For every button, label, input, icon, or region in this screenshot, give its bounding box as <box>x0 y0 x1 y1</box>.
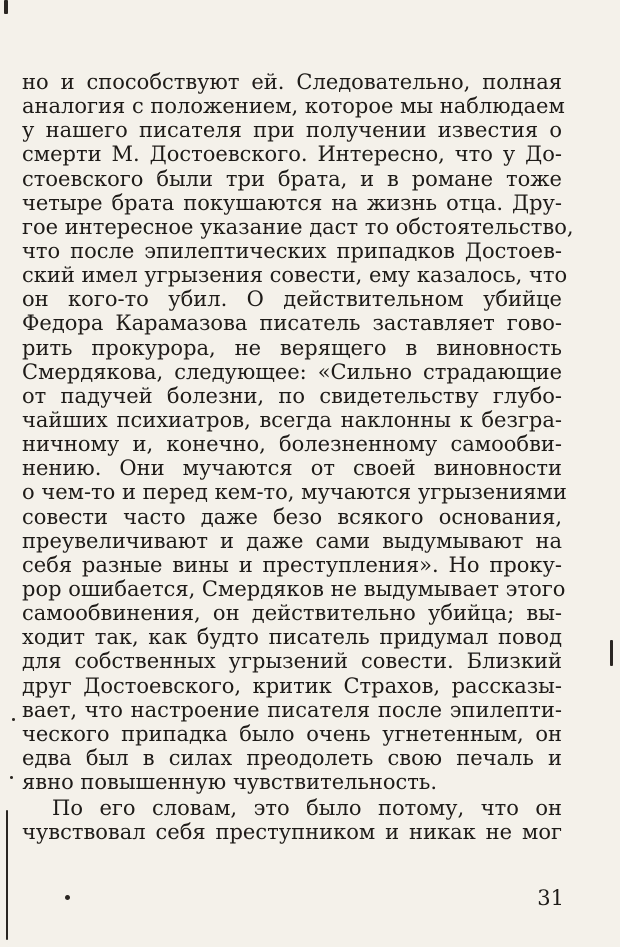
text-line: совести часто даже безо всякого основания, <box>22 504 562 529</box>
text-line: рор ошибается, Смердяков не выдумывает этого <box>22 576 566 601</box>
ink-dot <box>65 895 70 900</box>
text-line: гое интересное указание даст то обстоятельство, <box>22 214 574 239</box>
text-line: для собственных угрызений совести. Близкий <box>22 649 562 674</box>
text-line: четыре брата покушаются на жизнь отца. Дру- <box>22 190 562 215</box>
text-line: о чем-то и перед кем-то, мучаются угрызениями <box>22 480 567 505</box>
text-line: от падучей болезни, по свидетельству глубо- <box>22 383 562 408</box>
text-line: он кого-то убил. О действительном убийце <box>22 287 562 312</box>
text-line: Федора Карамазова писатель заставляет гово- <box>22 311 562 336</box>
text-line: себя разные вины и преступления». Но проку- <box>22 552 562 577</box>
body-text <box>22 70 574 845</box>
text-line: чувствовал себя преступником и никак не мог <box>22 820 562 845</box>
text-line: нению. Они мучаются от своей виновности <box>22 456 562 481</box>
text-line: ский имел угрызения совести, ему казалось, что <box>22 263 568 288</box>
text-line: что после эпилептических припадков Достоев- <box>22 238 562 263</box>
text-line: преувеличивают и даже сами выдумывают на <box>22 528 562 553</box>
margin-ink-line <box>6 810 8 940</box>
text-line: По его словам, это было потому, что он <box>52 796 562 821</box>
paragraph-1 <box>22 70 574 795</box>
text-line: чайших психиатров, всегда наклонны к безгра- <box>22 407 562 432</box>
paragraph-2 <box>22 796 562 844</box>
text-line: друг Достоевского, критик Страхов, рассказы- <box>22 673 562 698</box>
text-line: самообвинения, он действительно убийца; вы- <box>22 601 562 626</box>
text-line: смерти М. Достоевского. Интересно, что у До- <box>22 142 562 167</box>
text-line: стоевского были три брата, и в романе тоже <box>22 166 562 191</box>
text-line: вает, что настроение писателя после эпилепти- <box>22 697 562 722</box>
margin-ink-tick <box>610 640 613 666</box>
ink-dot <box>12 718 15 721</box>
text-line: но и способствуют ей. Следовательно, полная <box>22 70 562 94</box>
text-line: Смердякова, следующее: «Сильно страдающие <box>22 359 562 384</box>
text-line: ничному и, конечно, болезненному самообви- <box>22 432 562 457</box>
text-line: ческого припадка было очень угнетенным, он <box>22 721 562 746</box>
text-line: аналогия с положением, которое мы наблюдаем <box>22 94 565 119</box>
text-line: рить прокурора, не верящего в виновность <box>22 335 562 360</box>
text-line: ходит так, как будто писатель придумал повод <box>22 625 562 650</box>
text-line: едва был в силах преодолеть свою печаль и <box>22 745 562 770</box>
page-number: 31 <box>537 886 564 910</box>
text-line: явно повышенную чувствительность. <box>22 770 438 795</box>
ink-dot <box>10 776 13 779</box>
corner-ink-mark <box>4 0 8 14</box>
text-line: у нашего писателя при получении известия о <box>22 118 562 143</box>
